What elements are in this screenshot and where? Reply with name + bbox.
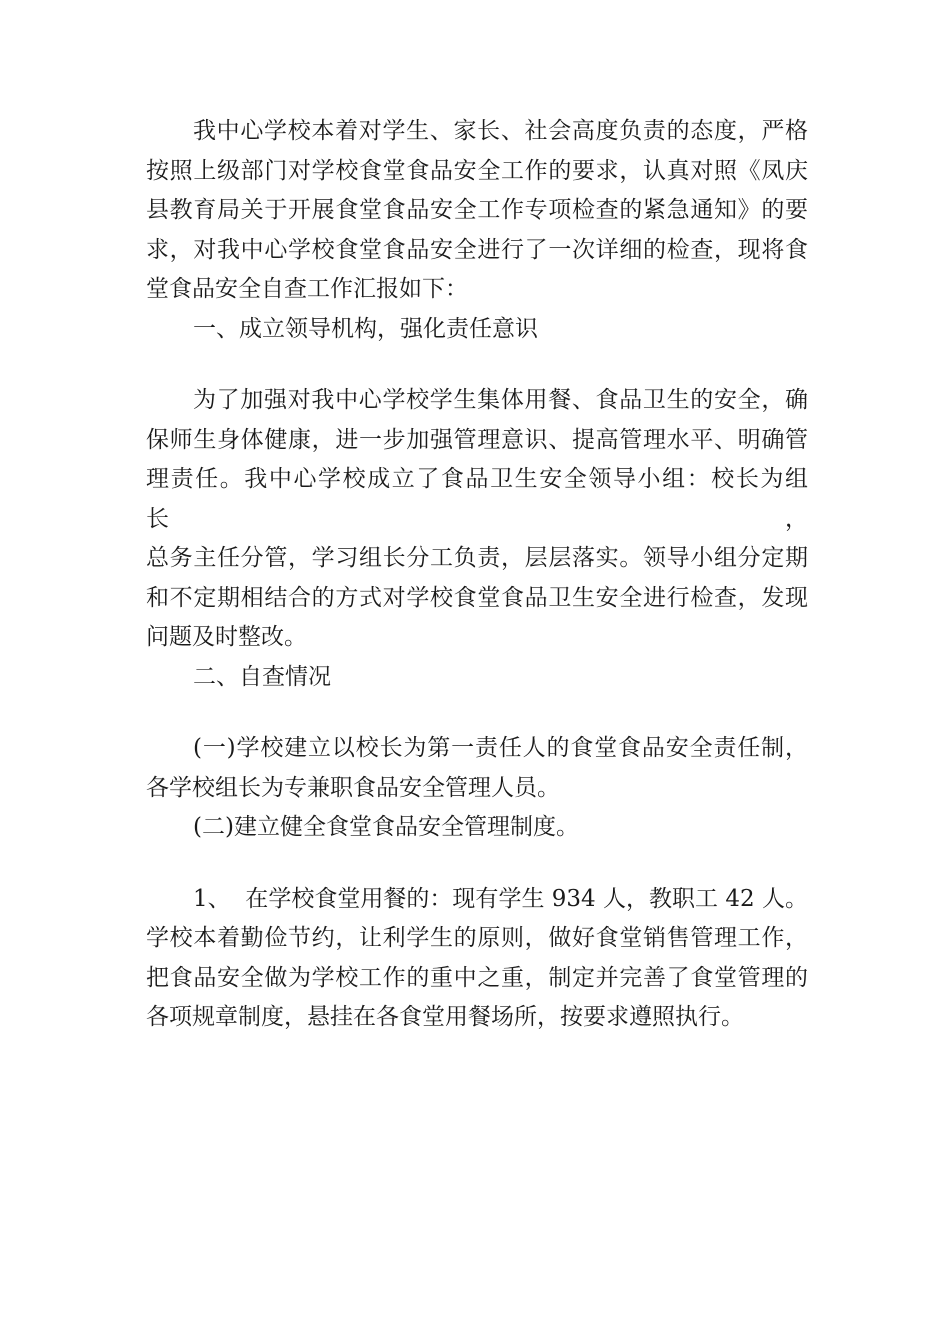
text-line: 我中心学校本着对学生、家长、社会高度负责的态度，严格 [193, 118, 808, 144]
text-line: 堂食品安全自查工作汇报如下： [146, 276, 468, 302]
text-line: (一)学校建立以校长为第一责任人的食堂食品安全责任制， [193, 735, 808, 761]
text-line: 把食品安全做为学校工作的重中之重，制定并完善了食堂管理的 [146, 964, 808, 991]
section-heading-1: 一、成立领导机构，强化责任意识 [193, 315, 538, 342]
text-line: 理责任。我中心学校成立了食品卫生安全领导小组：校长为组长， [146, 466, 808, 532]
text-line: 学校本着勤俭节约，让利学生的原则，做好食堂销售管理工作， [146, 925, 808, 951]
text-line: 和不定期相结合的方式对学校食堂食品卫生安全进行检查，发现 [146, 584, 808, 611]
text-line: 按照上级部门对学校食堂食品安全工作的要求，认真对照《凤庆 [146, 157, 808, 184]
text-line: 保师生身体健康，进一步加强管理意识、提高管理水平、明确管 [146, 426, 808, 453]
text-line: 总务主任分管，学习组长分工负责，层层落实。领导小组分定期 [146, 545, 808, 571]
leadership-paragraph [146, 381, 808, 658]
text-line: 各项规章制度，悬挂在各食堂用餐场所，按要求遵照执行。 [146, 1004, 744, 1030]
section-heading-2: 二、自查情况 [193, 663, 331, 690]
intro-paragraph [146, 112, 808, 310]
document-body [146, 112, 808, 1038]
text-line: 1、 在学校食堂用餐的：现有学生 934 人，教职工 42 人。 [193, 885, 808, 912]
text-line: 各学校组长为专兼职食品安全管理人员。 [146, 774, 560, 801]
system-paragraph: (二)建立健全食堂食品安全管理制度。 [193, 814, 579, 840]
text-line: 为了加强对我中心学校学生集体用餐、食品卫生的安全，确 [193, 387, 808, 413]
text-line: 求，对我中心学校食堂食品安全进行了一次详细的检查，现将食 [146, 236, 808, 263]
dining-paragraph [146, 880, 808, 1038]
responsibility-paragraph [146, 729, 808, 808]
text-line: 问题及时整改。 [146, 624, 307, 650]
text-line: 县教育局关于开展食堂食品安全工作专项检查的紧急通知》的要 [146, 197, 808, 223]
